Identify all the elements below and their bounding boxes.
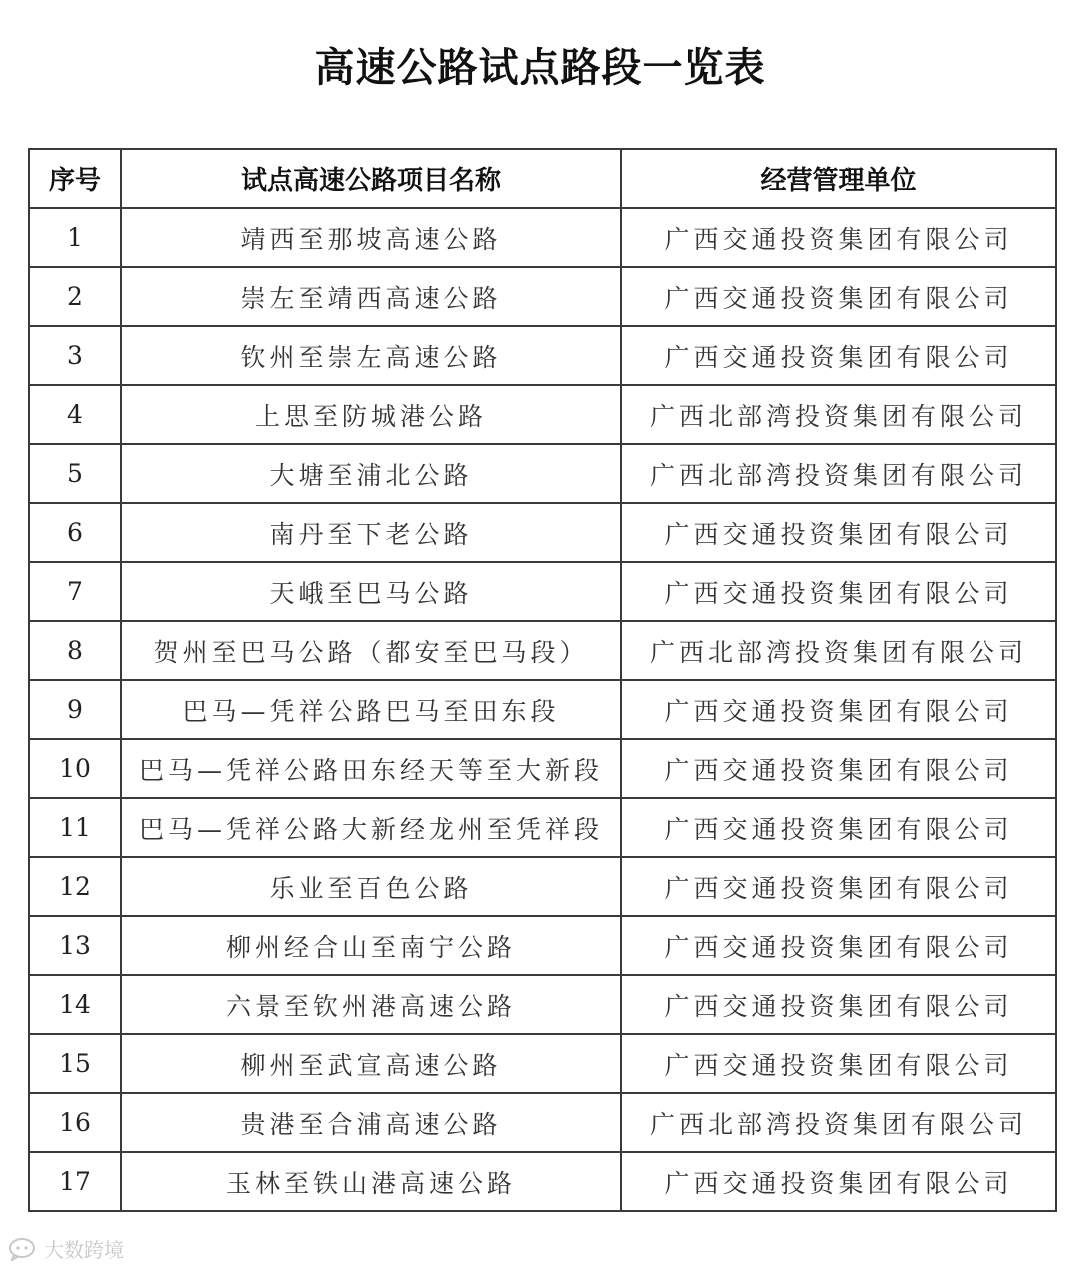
project-name: 贺州至巴马公路（都安至巴马段） [121, 621, 621, 680]
row-number: 3 [29, 326, 121, 385]
project-name: 钦州至崇左高速公路 [121, 326, 621, 385]
management-unit: 广西交通投资集团有限公司 [621, 1152, 1056, 1211]
row-number: 9 [29, 680, 121, 739]
management-unit: 广西北部湾投资集团有限公司 [621, 621, 1056, 680]
row-number: 16 [29, 1093, 121, 1152]
route-table [28, 148, 1057, 1212]
management-unit: 广西交通投资集团有限公司 [621, 680, 1056, 739]
row-number: 12 [29, 857, 121, 916]
management-unit: 广西北部湾投资集团有限公司 [621, 385, 1056, 444]
table-row [29, 562, 1056, 621]
chat-bubble-icon [8, 1237, 38, 1261]
project-name: 柳州至武宣高速公路 [121, 1034, 621, 1093]
row-number: 5 [29, 444, 121, 503]
project-name: 上思至防城港公路 [121, 385, 621, 444]
watermark [8, 1234, 124, 1263]
management-unit: 广西交通投资集团有限公司 [621, 798, 1056, 857]
project-name: 南丹至下老公路 [121, 503, 621, 562]
project-name: 乐业至百色公路 [121, 857, 621, 916]
watermark-text: 大数跨境 [44, 1238, 124, 1262]
management-unit: 广西交通投资集团有限公司 [621, 1034, 1056, 1093]
project-name: 天峨至巴马公路 [121, 562, 621, 621]
management-unit: 广西交通投资集团有限公司 [621, 739, 1056, 798]
table-row [29, 739, 1056, 798]
management-unit: 广西北部湾投资集团有限公司 [621, 1093, 1056, 1152]
project-name: 柳州经合山至南宁公路 [121, 916, 621, 975]
row-number: 7 [29, 562, 121, 621]
management-unit: 广西交通投资集团有限公司 [621, 326, 1056, 385]
management-unit: 广西交通投资集团有限公司 [621, 267, 1056, 326]
row-number: 4 [29, 385, 121, 444]
table-row [29, 975, 1056, 1034]
table-row [29, 680, 1056, 739]
table-header-row [29, 149, 1056, 208]
table-row [29, 444, 1056, 503]
project-name: 玉林至铁山港高速公路 [121, 1152, 621, 1211]
row-number: 17 [29, 1152, 121, 1211]
table-row [29, 857, 1056, 916]
table-row [29, 326, 1056, 385]
project-name: 贵港至合浦高速公路 [121, 1093, 621, 1152]
management-unit: 广西交通投资集团有限公司 [621, 916, 1056, 975]
table-row [29, 1093, 1056, 1152]
project-name: 六景至钦州港高速公路 [121, 975, 621, 1034]
management-unit: 广西交通投资集团有限公司 [621, 208, 1056, 267]
project-name: 大塘至浦北公路 [121, 444, 621, 503]
management-unit: 广西交通投资集团有限公司 [621, 503, 1056, 562]
table-row [29, 503, 1056, 562]
table-row [29, 798, 1056, 857]
project-name: 巴马—凭祥公路田东经天等至大新段 [121, 739, 621, 798]
page-title: 高速公路试点路段一览表 [314, 45, 766, 91]
management-unit: 广西交通投资集团有限公司 [621, 857, 1056, 916]
table-row [29, 1034, 1056, 1093]
row-number: 2 [29, 267, 121, 326]
table-row [29, 621, 1056, 680]
table-row [29, 916, 1056, 975]
management-unit: 广西交通投资集团有限公司 [621, 975, 1056, 1034]
project-name: 巴马—凭祥公路大新经龙州至凭祥段 [121, 798, 621, 857]
row-number: 10 [29, 739, 121, 798]
row-number: 15 [29, 1034, 121, 1093]
management-unit: 广西北部湾投资集团有限公司 [621, 444, 1056, 503]
row-number: 14 [29, 975, 121, 1034]
management-unit: 广西交通投资集团有限公司 [621, 562, 1056, 621]
row-number: 1 [29, 208, 121, 267]
project-name: 崇左至靖西高速公路 [121, 267, 621, 326]
table-row [29, 1152, 1056, 1211]
header-management-unit: 经营管理单位 [621, 149, 1056, 208]
row-number: 6 [29, 503, 121, 562]
table-body [29, 208, 1056, 1211]
header-project-name: 试点高速公路项目名称 [121, 149, 621, 208]
table-row [29, 385, 1056, 444]
table-row [29, 267, 1056, 326]
row-number: 11 [29, 798, 121, 857]
table-row [29, 208, 1056, 267]
project-name: 靖西至那坡高速公路 [121, 208, 621, 267]
header-no: 序号 [29, 149, 121, 208]
row-number: 13 [29, 916, 121, 975]
project-name: 巴马—凭祥公路巴马至田东段 [121, 680, 621, 739]
row-number: 8 [29, 621, 121, 680]
